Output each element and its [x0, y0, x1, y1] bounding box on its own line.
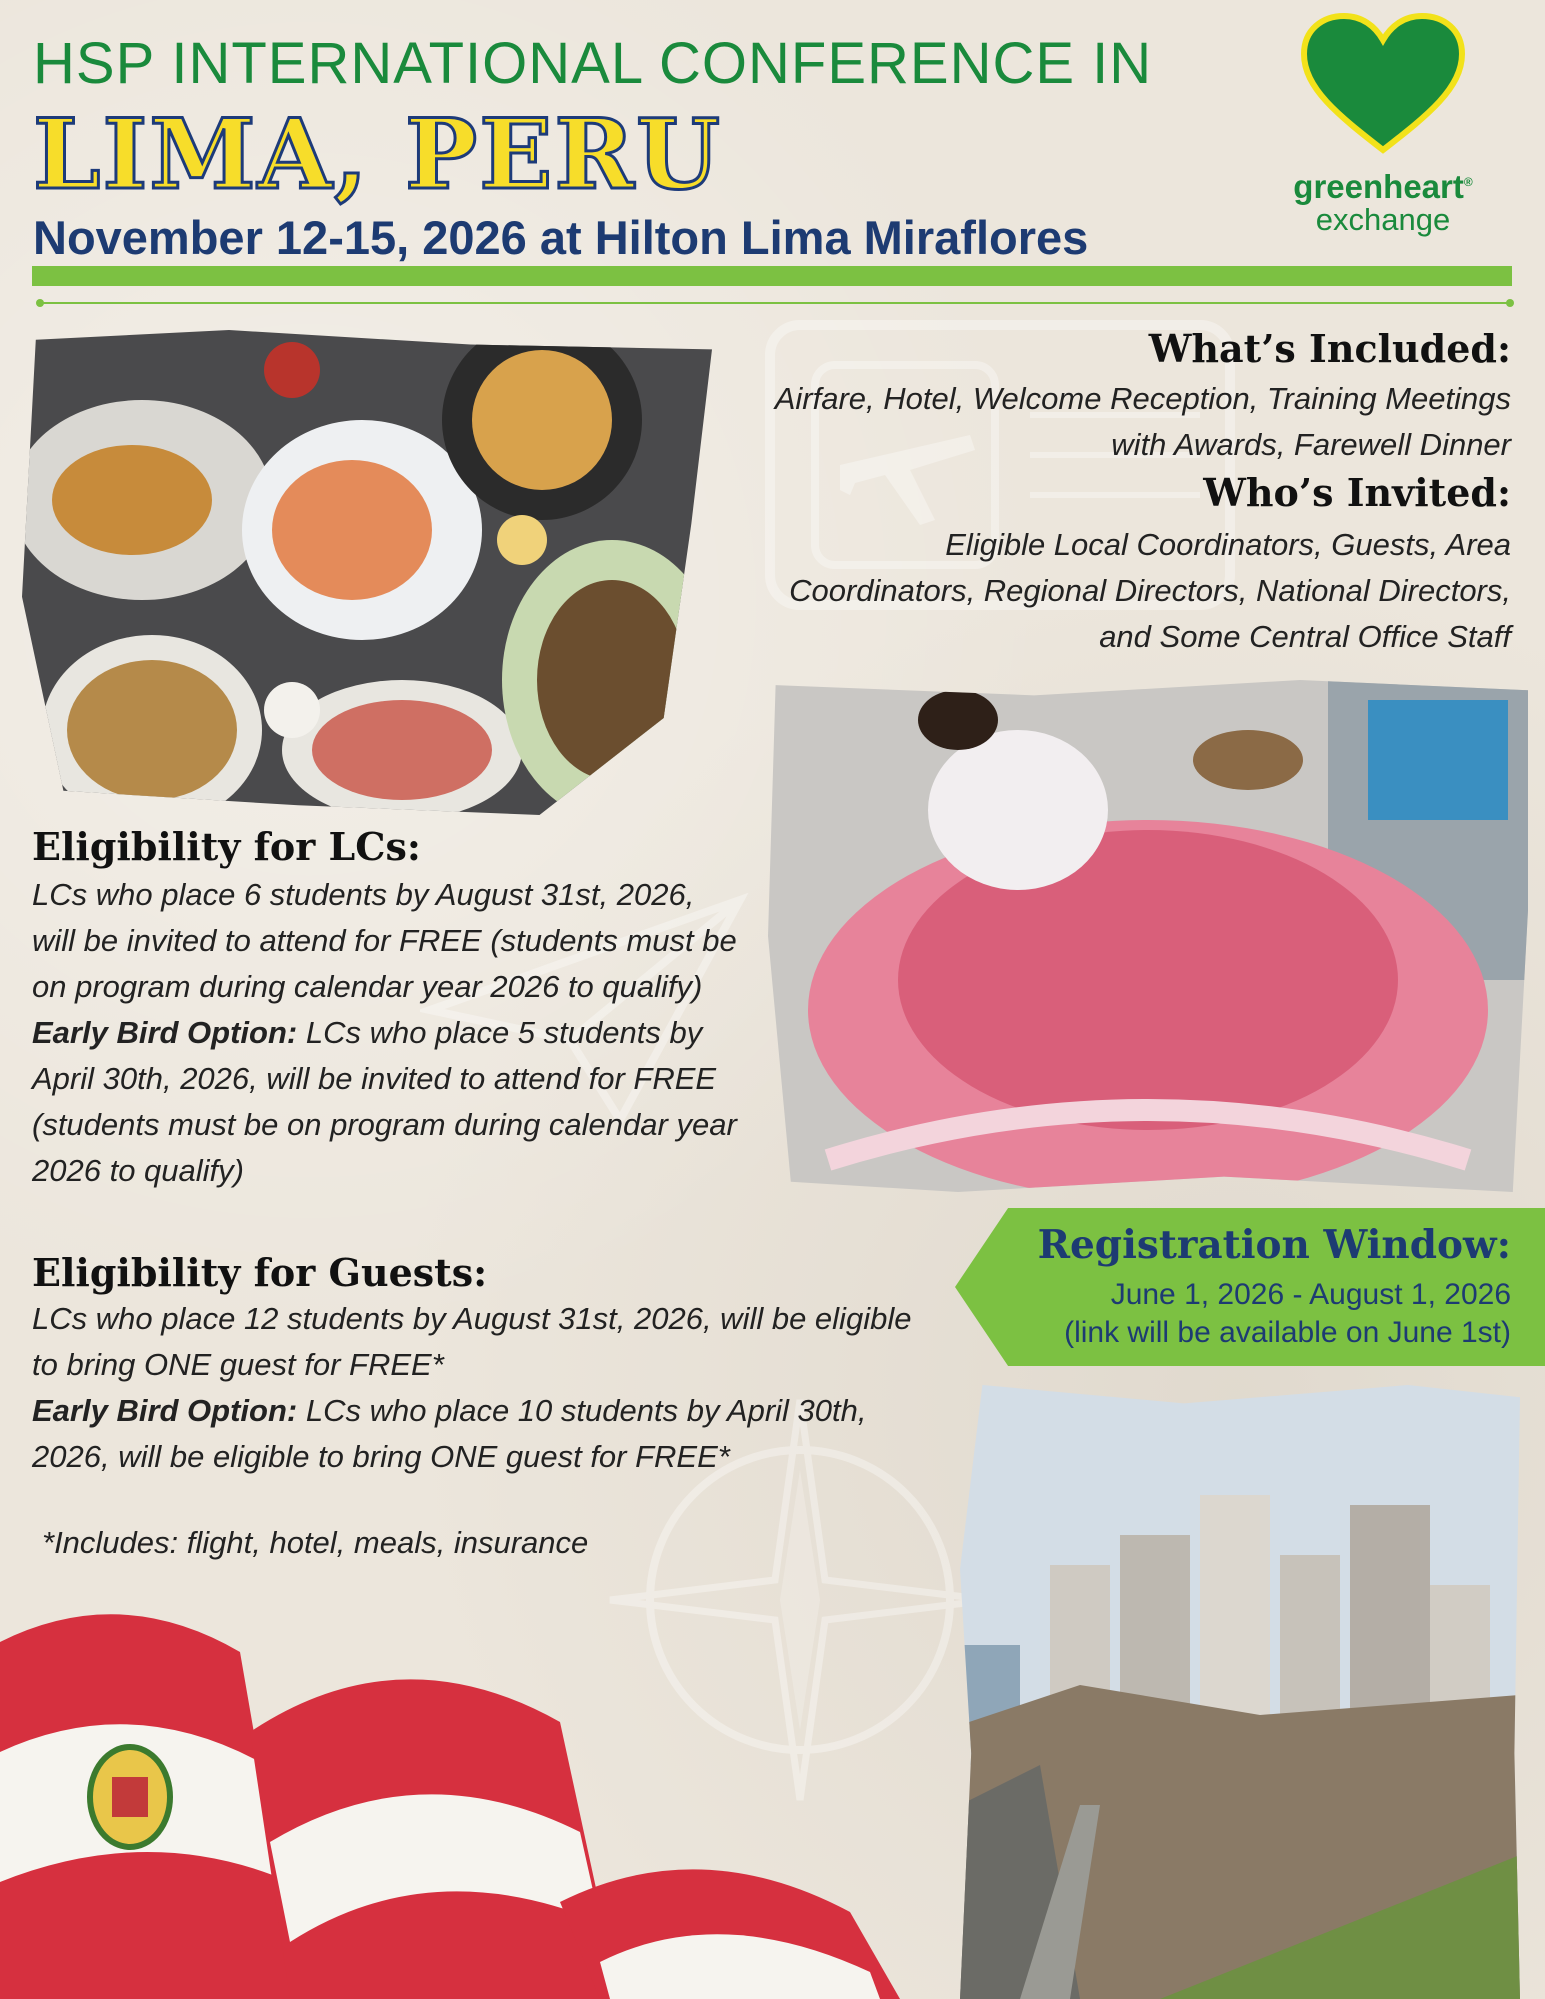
header-divider-thin	[40, 302, 1510, 304]
guests-standard-rule: LCs who place 12 students by August 31st, 2026, will be eligible to bring ONE guest for FREE*	[32, 1301, 912, 1382]
peruvian-food-photo	[22, 330, 712, 815]
miraflores-cliffs-photo	[960, 1385, 1520, 1999]
registration-link-note: (link will be available on June 1st)	[1064, 1316, 1511, 1349]
early-bird-label: Early Bird Option:	[32, 1393, 298, 1428]
includes-footnote: *Includes: flight, hotel, meals, insurance	[42, 1525, 589, 1560]
included-line: with Awards, Farewell Dinner	[1111, 427, 1511, 462]
heart-icon	[1298, 10, 1468, 160]
invited-line: Eligible Local Coordinators, Guests, Area	[945, 527, 1511, 562]
registration-heading: Registration Window:	[1037, 1222, 1511, 1268]
invited-heading: Who’s Invited:	[1203, 470, 1511, 515]
invited-line: and Some Central Office Staff	[1099, 619, 1511, 654]
city-title: LIMA, PERU	[33, 98, 722, 211]
logo-wordmark: greenheart®	[1293, 168, 1473, 205]
marinera-dancer-photo	[768, 680, 1528, 1192]
lcs-standard-rule: LCs who place 6 students by August 31st, 2026, will be invited to attend for FREE (students must be on program during calendar year 2026 to qualify)	[32, 877, 737, 1004]
registration-dates	[1064, 1276, 1511, 1352]
peru-flag-illustration	[0, 1582, 910, 1999]
included-text	[681, 376, 1511, 468]
early-bird-text: LCs who place 10 students by April 30th, 2026, will be eligible to bring ONE guest for FREE*	[32, 1393, 867, 1474]
early-bird-label: Early Bird Option:	[32, 1015, 298, 1050]
guests-eligibility-text	[32, 1296, 932, 1480]
header-divider-thick	[32, 266, 1512, 286]
lcs-eligibility-text	[32, 872, 742, 1194]
included-heading: What’s Included:	[1148, 326, 1511, 371]
lcs-eligibility-heading: Eligibility for LCs:	[32, 824, 421, 869]
conference-title-line: HSP INTERNATIONAL CONFERENCE IN	[33, 31, 1153, 96]
greenheart-logo	[1283, 10, 1483, 250]
logo-subtitle: exchange	[1315, 202, 1451, 237]
early-bird-text: LCs who place 5 students by April 30th, 2026, will be invited to attend for FREE (students must be on program during calendar year 2026 to qualify)	[32, 1015, 737, 1188]
lcs-early-bird-rule	[32, 1010, 742, 1194]
invited-line: Coordinators, Regional Directors, National Directors,	[789, 573, 1511, 608]
registration-date-range: June 1, 2026 - August 1, 2026	[1110, 1278, 1511, 1311]
invited-text	[681, 522, 1511, 660]
included-line: Airfare, Hotel, Welcome Reception, Training Meetings	[774, 381, 1511, 416]
guests-eligibility-heading: Eligibility for Guests:	[32, 1250, 488, 1295]
date-venue-line: November 12-15, 2026 at Hilton Lima Miraflores	[33, 211, 1089, 264]
guests-early-bird-rule	[32, 1388, 932, 1480]
